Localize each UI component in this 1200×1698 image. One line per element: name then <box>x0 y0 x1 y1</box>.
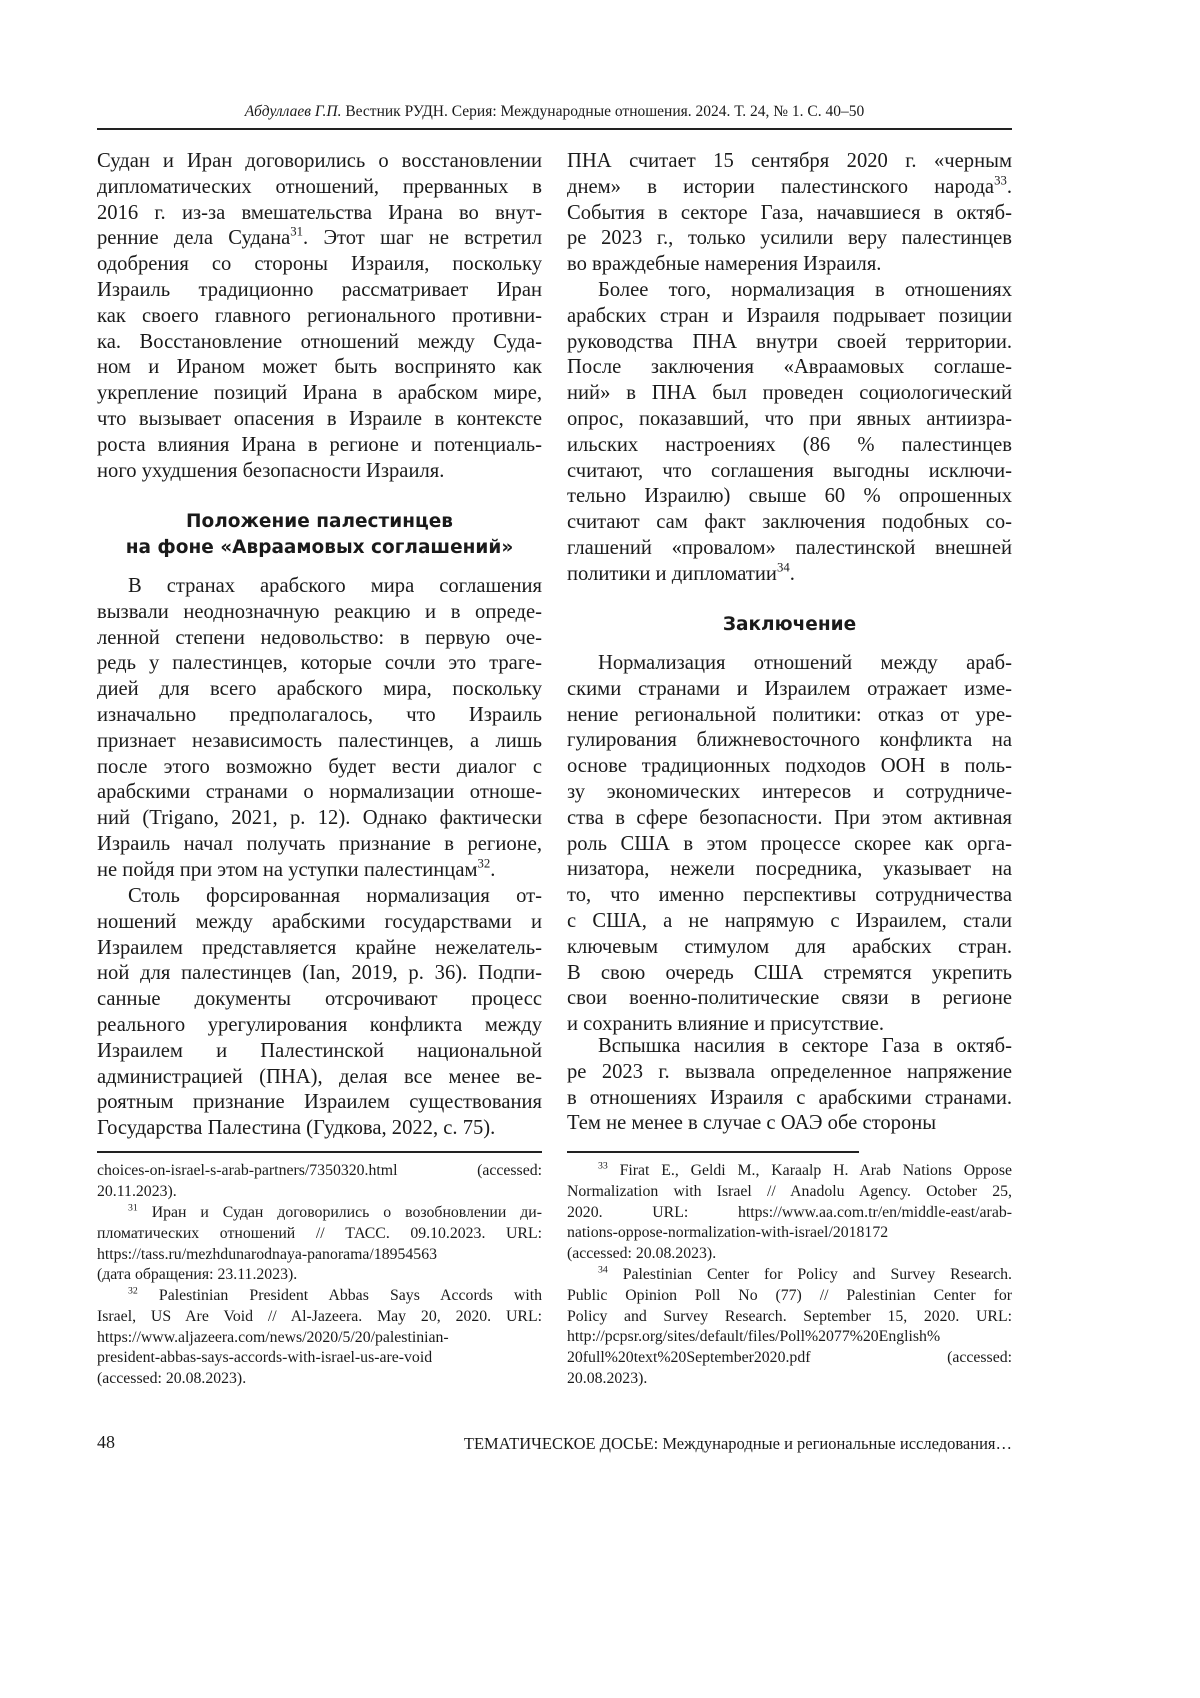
journal-citation: Вестник РУДН. Серия: Международные отношения. 2024. Т. 24, № 1. С. 40–50 <box>341 103 864 120</box>
text-segment: . <box>1007 176 1012 198</box>
text-line: санные документы отсрочивают процесс <box>97 987 542 1013</box>
paragraph <box>567 149 1012 278</box>
text-line: то, что именно перспективы сотрудничества <box>567 883 1012 909</box>
text-line: 20.11.2023). <box>97 1182 542 1203</box>
text-line: ства в сфере безопасности. При этом активная <box>567 806 1012 832</box>
text-line: роятным признание Израилем существования <box>97 1090 542 1116</box>
text-line: 20.08.2023). <box>567 1369 1012 1390</box>
text-line: https://tass.ru/mezhdunarodnaya-panorama/18954563 <box>97 1245 542 1266</box>
text-line: president-abbas-says-accords-with-israel-us-are-void <box>97 1348 542 1369</box>
text-line: ленной степени недовольство: в первую оче- <box>97 626 542 652</box>
running-header <box>97 103 1012 121</box>
text-segment: политики и дипломатии <box>567 563 777 585</box>
text-line: ном и Ираном может быть воспринято как <box>97 355 542 381</box>
text-line: Policy and Survey Research. September 15, 2020. URL: <box>567 1307 1012 1328</box>
text-line: арабскими странами о нормализации отноше- <box>97 780 542 806</box>
text-line: Государства Палестина (Гудкова, 2022, с. 75). <box>97 1116 542 1142</box>
text-line: дипломатических отношений, прерванных в <box>97 175 542 201</box>
text-line <box>97 226 542 252</box>
paragraph <box>97 149 542 484</box>
footnote-rule <box>97 1151 542 1153</box>
text-line: в отношениях Израиля с арабскими странами. <box>567 1086 1012 1112</box>
text-line: одобрения со стороны Израиля, поскольку <box>97 252 542 278</box>
text-line: укрепление позиций Ирана в арабском мире, <box>97 381 542 407</box>
text-line: nations-oppose-normalization-with-israel/2018172 <box>567 1223 1012 1244</box>
text-line: http://pcpsr.org/sites/default/files/Poll%2077%20English% <box>567 1327 1012 1348</box>
text-line: считают, что соглашения выгодны исключи- <box>567 459 1012 485</box>
text-line: администрацией (ПНА), делая все менее ве- <box>97 1065 542 1091</box>
text-line: Тем не менее в случае с ОАЭ обе стороны <box>567 1111 1012 1137</box>
text-line: ношений между арабскими государствами и <box>97 910 542 936</box>
text-line: пломатических отношений // ТАСС. 09.10.2023. URL: <box>97 1224 542 1245</box>
text-segment: ренние дела Судана <box>97 227 290 249</box>
footnote-33 <box>567 1161 1012 1265</box>
text-line: что вызывает опасения в Израиле в контексте <box>97 407 542 433</box>
text-line: https://www.aljazeera.com/news/2020/5/20/palestinian- <box>97 1328 542 1349</box>
text-line: Public Opinion Poll No (77) // Palestinian Center for <box>567 1286 1012 1307</box>
text-line: ре 2023 г., только усилили веру палестинцев <box>567 226 1012 252</box>
text-line: изначально предполагалось, что Израиль <box>97 703 542 729</box>
paragraph <box>97 884 542 1142</box>
heading-line: на фоне «Авраамовых соглашений» <box>97 535 542 561</box>
text-line: Более того, нормализация в отношениях <box>567 278 1012 304</box>
text-line: роста влияния Ирана в регионе и потенциаль- <box>97 433 542 459</box>
footnote-ref: 32 <box>478 856 491 870</box>
text-segment: . <box>790 563 795 585</box>
text-segment: . <box>490 859 495 881</box>
text-line: с США, а не напрямую с Израилем, стали <box>567 909 1012 935</box>
footnote-ref: 31 <box>290 225 303 239</box>
text-segment: Иран и Судан договорились о возобновлении ди- <box>138 1204 542 1221</box>
footnote-ref: 34 <box>598 1265 608 1276</box>
text-line <box>97 1286 542 1307</box>
text-line: арабских стран и Израиля подрывает позиции <box>567 304 1012 330</box>
footnote-34 <box>567 1265 1012 1390</box>
text-segment: . Этот шаг не встретил <box>303 227 542 249</box>
text-line: События в секторе Газа, начавшиеся в октяб- <box>567 201 1012 227</box>
text-line: нение региональной политики: отказ от уре- <box>567 703 1012 729</box>
footnote-ref: 32 <box>128 1286 138 1297</box>
header-rule <box>97 128 1012 130</box>
text-line: основе традиционных подходов ООН в поль- <box>567 754 1012 780</box>
footnote-32 <box>97 1286 542 1390</box>
footnote-ref: 33 <box>598 1161 608 1172</box>
footnote-ref: 33 <box>994 174 1007 188</box>
text-line: Израилем представляется крайне нежелатель- <box>97 936 542 962</box>
paragraph <box>567 651 1012 1038</box>
text-line: ре 2023 г. вызвала определенное напряжение <box>567 1060 1012 1086</box>
text-line: гулирования ближневосточного конфликта на <box>567 728 1012 754</box>
text-line: во враждебные намерения Израиля. <box>567 252 1012 278</box>
text-line: реального урегулирования конфликта между <box>97 1013 542 1039</box>
text-line: В странах арабского мира соглашения <box>97 574 542 600</box>
text-line: ний» в ПНА был проведен социологический <box>567 381 1012 407</box>
text-line: считают сам факт заключения подобных со- <box>567 510 1012 536</box>
text-line <box>567 562 1012 588</box>
text-line: Normalization with Israel // Anadolu Agency. October 25, <box>567 1182 1012 1203</box>
text-line: тельно Израилю) свыше 60 % опрошенных <box>567 484 1012 510</box>
text-line: Израилем и Палестинской национальной <box>97 1039 542 1065</box>
text-line: ключевым стимулом для арабских стран. <box>567 935 1012 961</box>
text-line: роль США в этом процессе скорее как орга- <box>567 832 1012 858</box>
text-line: дией для всего арабского мира, поскольку <box>97 677 542 703</box>
text-segment: Palestinian Center for Policy and Survey Research. <box>608 1266 1012 1283</box>
text-line: скими странами и Израилем отражает изме- <box>567 677 1012 703</box>
text-line: (accessed: 20.08.2023). <box>97 1369 542 1390</box>
text-line: 2020. URL: https://www.aa.com.tr/en/middle-east/arab- <box>567 1203 1012 1224</box>
paragraph <box>567 278 1012 588</box>
text-line: Вспышка насилия в секторе Газа в октяб- <box>567 1034 1012 1060</box>
text-line: (дата обращения: 23.11.2023). <box>97 1265 542 1286</box>
text-line: признает независимость палестинцев, а лишь <box>97 729 542 755</box>
text-line <box>97 1203 542 1224</box>
text-line: (accessed: 20.08.2023). <box>567 1244 1012 1265</box>
footnote-rule <box>567 1151 859 1153</box>
text-line: зу экономических интересов и сотрудниче- <box>567 780 1012 806</box>
footnote-ref: 31 <box>128 1203 138 1214</box>
text-line: Судан и Иран договорились о восстановлении <box>97 149 542 175</box>
heading-line: Положение палестинцев <box>97 509 542 535</box>
text-line: ПНА считает 15 сентября 2020 г. «черным <box>567 149 1012 175</box>
page-number: 48 <box>97 1432 115 1453</box>
text-line: Израиль традиционно рассматривает Иран <box>97 278 542 304</box>
paragraph <box>567 1034 1012 1137</box>
text-line: свои военно-политические связи в регионе <box>567 986 1012 1012</box>
text-segment: днем» в истории палестинского народа <box>567 176 994 198</box>
text-line: опрос, показавший, что при явных антиизра- <box>567 407 1012 433</box>
text-line: руководства ПНА внутри своей территории. <box>567 330 1012 356</box>
text-line: ного ухудшения безопасности Израиля. <box>97 459 542 485</box>
text-line <box>567 175 1012 201</box>
text-line: Israel, US Are Void // Al-Jazeera. May 20, 2020. URL: <box>97 1307 542 1328</box>
text-line: глашений «провалом» палестинской внешней <box>567 536 1012 562</box>
text-line: После заключения «Авраамовых соглаше- <box>567 355 1012 381</box>
footer-section-title: ТЕМАТИЧЕСКОЕ ДОСЬЕ: Международные и региональные исследования… <box>464 1434 1012 1454</box>
text-line: низатора, нежели посредника, указывает на <box>567 857 1012 883</box>
text-line <box>97 858 542 884</box>
text-line: ка. Восстановление отношений между Суда- <box>97 330 542 356</box>
text-line <box>567 1265 1012 1286</box>
text-line: Нормализация отношений между араб- <box>567 651 1012 677</box>
footnote-ref: 34 <box>777 560 790 574</box>
text-line: вызвали неоднозначную реакцию и в опреде- <box>97 600 542 626</box>
text-line: choices-on-israel-s-arab-partners/7350320.html (accessed: <box>97 1161 542 1182</box>
text-line: 20full%20text%20September2020.pdf (accessed: <box>567 1348 1012 1369</box>
text-line: после этого возможно будет вести диалог с <box>97 755 542 781</box>
text-line: 2016 г. из-за вмешательства Ирана во внут- <box>97 201 542 227</box>
text-line: редь у палестинцев, которые сочли это траге- <box>97 651 542 677</box>
text-line: Израиль начал получать признание в регионе, <box>97 832 542 858</box>
text-line: В свою очередь США стремятся укрепить <box>567 961 1012 987</box>
section-heading <box>97 509 542 560</box>
text-line: Столь форсированная нормализация от- <box>97 884 542 910</box>
paragraph <box>97 574 542 884</box>
text-line: ний (Trigano, 2021, p. 12). Однако фактически <box>97 806 542 832</box>
footnote-31 <box>97 1203 542 1286</box>
text-segment: Firat E., Geldi M., Karaalp H. Arab Nations Oppose <box>608 1162 1012 1179</box>
text-segment: не пойдя при этом на уступки палестинцам <box>97 859 478 881</box>
text-line: ильских настроениях (86 % палестинцев <box>567 433 1012 459</box>
author-name: Абдуллаев Г.П. <box>245 103 342 120</box>
text-line: ной для палестинцев (Ian, 2019, p. 36). Подпи- <box>97 961 542 987</box>
text-line <box>567 1161 1012 1182</box>
section-heading: Заключение <box>567 612 1012 638</box>
text-line: как своего главного регионального противни- <box>97 304 542 330</box>
text-segment: Palestinian President Abbas Says Accords with <box>138 1287 542 1304</box>
text-line: и сохранить влияние и присутствие. <box>567 1012 1012 1038</box>
footnote-continuation <box>97 1161 542 1203</box>
